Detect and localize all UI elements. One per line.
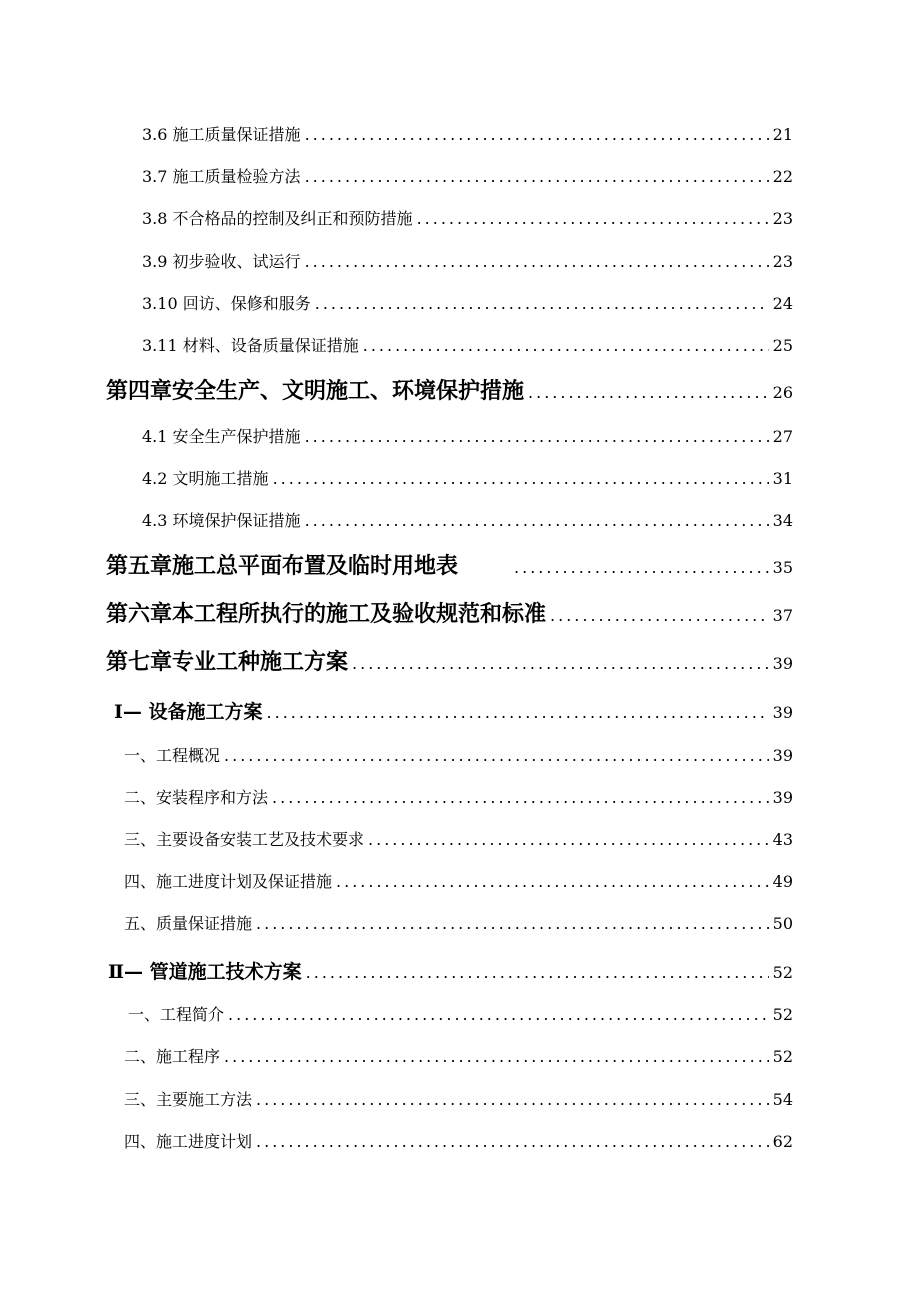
dot-leader	[305, 511, 769, 530]
toc-title: 施工进度计划	[156, 1132, 253, 1151]
toc-title: 施工质量保证措施	[172, 125, 301, 144]
toc-entry[interactable]	[142, 164, 793, 187]
chapter-title: 专业工种施工方案	[172, 649, 349, 675]
toc-number: 4.2	[142, 469, 168, 488]
dot-leader	[228, 1005, 769, 1024]
dot-leader	[363, 336, 769, 355]
toc-number: 一、	[124, 746, 157, 765]
toc-title: 初步验收、试运行	[172, 252, 301, 271]
toc-entry[interactable]	[142, 466, 793, 489]
toc-number: 3.8	[142, 209, 168, 228]
toc-page: 21	[772, 125, 793, 144]
toc-chapter[interactable]	[106, 374, 793, 405]
dot-leader	[336, 872, 769, 891]
toc-title: 安全生产保护措施	[172, 427, 301, 446]
dot-leader	[305, 125, 769, 144]
toc-page: 24	[772, 294, 793, 313]
toc-title: 施工程序	[156, 1047, 221, 1066]
toc-page: 34	[772, 511, 793, 530]
toc-entry[interactable]	[124, 1087, 793, 1110]
toc-chapter[interactable]	[106, 597, 793, 628]
toc-title: 工程概况	[156, 746, 221, 765]
chapter-number: 第四章	[106, 378, 173, 404]
toc-page: 52	[772, 1005, 793, 1024]
dot-leader	[417, 209, 769, 228]
toc-page: 43	[772, 830, 793, 849]
dot-leader	[315, 294, 769, 313]
toc-number: 4.3	[142, 511, 168, 530]
part-number: Ⅰ—	[114, 701, 142, 723]
toc-entry[interactable]	[128, 1002, 793, 1025]
dot-leader	[550, 606, 769, 625]
toc-number: 3.9	[142, 252, 168, 271]
dot-leader	[368, 830, 769, 849]
toc-part[interactable]	[108, 957, 793, 984]
dot-leader	[272, 788, 769, 807]
toc-entry[interactable]	[124, 1129, 793, 1152]
dot-leader	[514, 558, 769, 577]
toc-number: 3.11	[142, 336, 178, 355]
toc-page: 62	[772, 1132, 793, 1151]
toc-entry[interactable]	[142, 333, 793, 356]
dot-leader	[352, 654, 769, 673]
toc-number: 3.7	[142, 167, 168, 186]
toc-title: 安装程序和方法	[156, 788, 269, 807]
toc-page: 39	[772, 746, 793, 765]
toc-part[interactable]	[114, 697, 793, 724]
toc-entry[interactable]	[142, 206, 793, 229]
dot-leader	[306, 963, 769, 982]
toc-number: 二、	[124, 788, 157, 807]
part-title: 设备施工方案	[148, 701, 263, 723]
part-number: Ⅱ—	[108, 961, 144, 983]
dot-leader	[256, 1090, 769, 1109]
chapter-title: 安全生产、文明施工、环境保护措施	[172, 378, 525, 404]
toc-page: 50	[772, 914, 793, 933]
dot-leader	[256, 914, 769, 933]
chapter-title: 本工程所执行的施工及验收规范和标准	[172, 601, 547, 627]
toc-number: 五、	[124, 914, 157, 933]
toc-title: 材料、设备质量保证措施	[182, 336, 359, 355]
dot-leader	[256, 1132, 769, 1151]
toc-entry[interactable]	[124, 743, 793, 766]
toc-title: 主要施工方法	[156, 1090, 253, 1109]
toc-title: 环境保护保证措施	[172, 511, 301, 530]
toc-title: 不合格品的控制及纠正和预防措施	[172, 209, 413, 228]
toc-entry[interactable]	[142, 122, 793, 145]
toc-page: 35	[772, 558, 793, 577]
dot-leader	[267, 703, 769, 722]
toc-entry[interactable]	[124, 1044, 793, 1067]
toc-number: 二、	[124, 1047, 157, 1066]
toc-number: 一、	[128, 1005, 161, 1024]
toc-title: 施工进度计划及保证措施	[156, 872, 333, 891]
toc-page: 39	[772, 703, 793, 722]
toc-page: 23	[772, 252, 793, 271]
toc-title: 质量保证措施	[156, 914, 253, 933]
toc-page: 22	[772, 167, 793, 186]
toc-entry[interactable]	[124, 785, 793, 808]
part-title: 管道施工技术方案	[149, 961, 302, 983]
toc-page: 27	[772, 427, 793, 446]
dot-leader	[528, 383, 769, 402]
chapter-number: 第五章	[106, 553, 173, 579]
toc-title: 文明施工措施	[172, 469, 269, 488]
toc-page: 26	[772, 383, 793, 402]
chapter-title: 施工总平面布置及临时用地表	[172, 553, 459, 579]
toc-entry[interactable]	[142, 424, 793, 447]
toc-entry[interactable]	[124, 869, 793, 892]
toc-number: 三、	[124, 830, 157, 849]
toc-page: 23	[772, 209, 793, 228]
toc-entry[interactable]	[124, 827, 793, 850]
toc-page: 52	[772, 1047, 793, 1066]
toc-number: 三、	[124, 1090, 157, 1109]
dot-leader	[273, 469, 769, 488]
toc-title: 工程简介	[160, 1005, 225, 1024]
toc-title: 回访、保修和服务	[182, 294, 311, 313]
toc-number: 3.10	[142, 294, 178, 313]
toc-page: 25	[772, 336, 793, 355]
toc-page: 39	[772, 654, 793, 673]
toc-page: 49	[772, 872, 793, 891]
toc-title: 施工质量检验方法	[172, 167, 301, 186]
toc-page: 31	[772, 469, 793, 488]
toc-chapter[interactable]	[106, 549, 793, 580]
dot-leader	[224, 1047, 769, 1066]
dot-leader	[224, 746, 769, 765]
toc-page: 39	[772, 788, 793, 807]
dot-leader	[305, 252, 769, 271]
chapter-number: 第六章	[106, 601, 173, 627]
toc-entry[interactable]	[142, 508, 793, 531]
toc-entry[interactable]	[142, 249, 793, 272]
toc-title: 主要设备安装工艺及技术要求	[156, 830, 365, 849]
toc-number: 四、	[124, 872, 157, 891]
toc-entry[interactable]	[124, 911, 793, 934]
dot-leader	[305, 167, 769, 186]
toc-entry[interactable]	[142, 291, 793, 314]
toc-page: 37	[772, 606, 793, 625]
toc-page: 52	[772, 963, 793, 982]
toc-number: 4.1	[142, 427, 168, 446]
toc-chapter[interactable]	[106, 645, 793, 676]
chapter-number: 第七章	[106, 649, 173, 675]
dot-leader	[305, 427, 769, 446]
toc-number: 四、	[124, 1132, 157, 1151]
toc-number: 3.6	[142, 125, 168, 144]
toc-page: 54	[772, 1090, 793, 1109]
